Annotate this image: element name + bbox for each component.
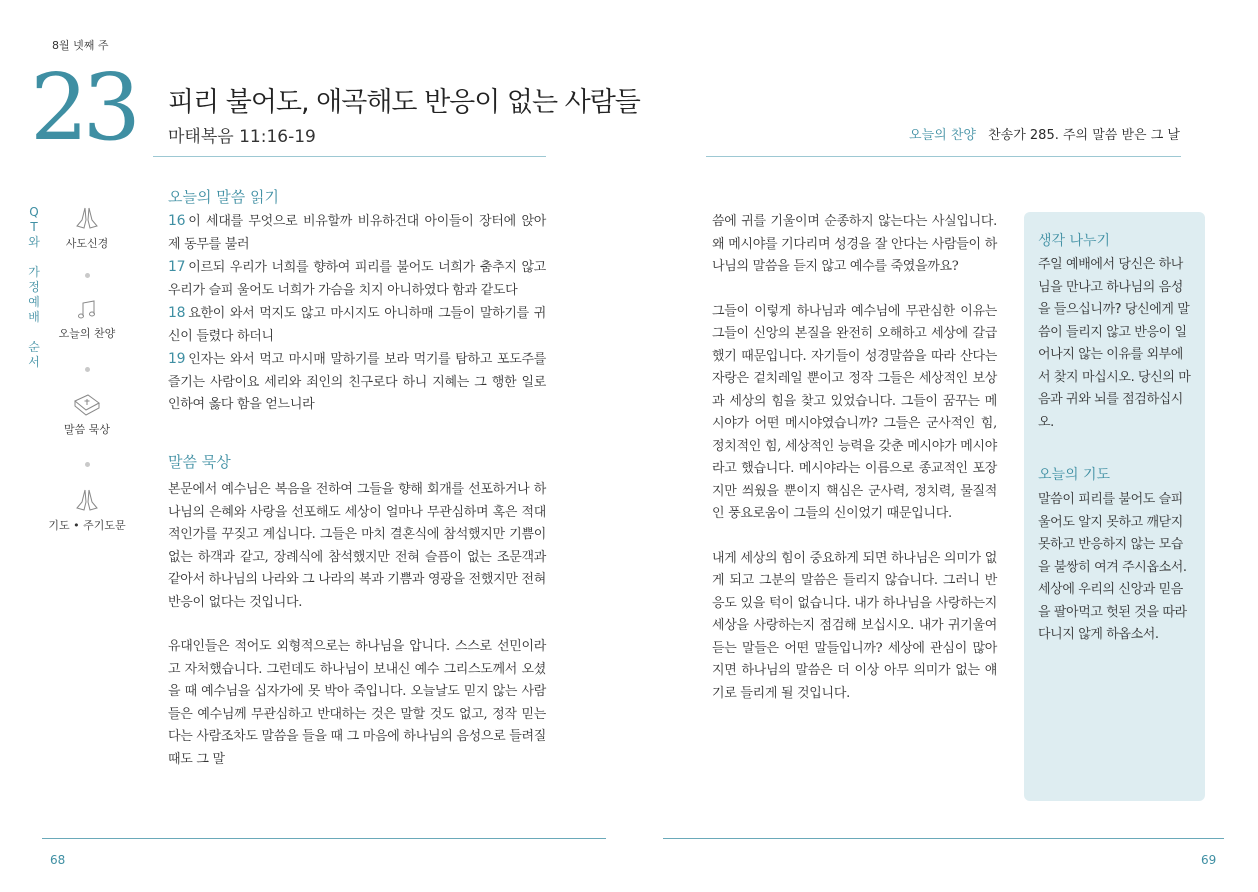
verse-number: 17 [168,259,186,275]
meditation-left-text [168,479,546,771]
share-heading: 생각 나누기 [1038,233,1111,249]
verse-text: 요한이 와서 먹지도 않고 마시지도 아니하매 그들이 말하기를 귀신이 들렸다 하더니 [168,306,546,344]
sidebar-item-creed [32,206,142,251]
sidebar-item-prayer [32,488,142,533]
praise-info [909,124,1180,143]
vertical-char: 서 [28,355,40,369]
paragraph: 본문에서 예수님은 복음을 전하여 그들을 향해 회개를 선포하거나 하나님의 은혜와 사랑을 선포해도 세상이 얼마나 무관심하며 혹은 적대적인가를 꾸짖고 계십니다. 그들은 마치 결혼식에 참석했지만 기쁨이 없는 하객과 같고, 장례식에 참석했지만 전혀 슬픔이 없는 조문객과 같아서 하나님의 나라와 그 나라의 복과 기쁨과 영광을 전했지만 전혀 반응이 없다는 것입니다. [168,482,546,610]
paragraph: 유대인들은 적어도 외형적으로는 하나님을 압니다. 스스로 선민이라고 자처했습니다. 그런데도 하나님이 보내신 예수 그리스도께서 오셨을 때 예수님을 십자가에 못 박아 죽입니다. 오늘날도 믿지 않는 사람들은 예수님께 무관심하고 반대하는 것은 말할 것도 없고, 정작 믿는다는 사람조차도 말씀을 들을 때 그 마음에 하나님의 음성으로 들려질 때도 그 말 [168,639,546,767]
sidebar-item-praise [32,298,142,341]
vertical-char: 정 [28,280,40,294]
music-note-icon [75,298,99,322]
verse-number: 16 [168,213,186,229]
verse-number: 19 [168,351,186,367]
praying-hands-icon [73,488,101,514]
header-divider-left [153,156,546,157]
paragraph: 그들이 이렇게 하나님과 예수님에 무관심한 이유는 그들이 신앙의 본질을 완전히 오해하고 세상에 갈급했기 때문입니다. 자기들이 성경말씀을 따라 산다는 자랑은 겉치레일 뿐이고 정작 그들은 세상적인 보상과 세상의 힘을 찾고 있었습니다. 그들이 꿈꾸는 메시야가 어떤 메시야였습니까? 그들은 군사적인 힘, 정치적인 힘, 세상적인 능력을 갖춘 메시야가 메시야라고 했습니다. 메시야라는 이름으로 종교적인 포장지만 씌웠을 뿐이지 핵심은 군사력, 정치력, 물질적인 풍요로움이 그들의 신이었기 때문입니다. [712,303,997,521]
vertical-char: 배 [28,310,40,324]
vertical-char: Q [29,205,39,219]
reflection-box [1024,212,1205,801]
page-number-right: 69 [1201,853,1217,867]
sidebar-item-label: 기도 • 주기도문 [48,519,126,532]
sidebar-dot [85,367,90,372]
praise-song: 찬송가 285. 주의 말씀 받은 그 날 [988,128,1180,143]
prayer-text: 말씀이 피리를 불어도 슬피 울어도 알지 못하고 깨닫지 못하고 반응하지 않는 모습을 불쌍히 여겨 주시옵소서. 세상에 우리의 신앙과 믿음을 팔아먹고 헛된 것을 따라 다니지 않게 하옵소서. [1038,492,1187,642]
meditation-heading: 말씀 묵상 [168,453,231,471]
week-label: 8월 넷째 주 [52,39,109,52]
vertical-char: 예 [28,295,40,309]
verse [168,210,546,256]
paragraph: 씀에 귀를 기울이며 순종하지 않는다는 사실입니다. 왜 메시야를 기다리며 성경을 잘 안다는 사람들이 하나님의 말씀을 듣지 않고 예수를 죽였을까요? [712,214,997,274]
praise-label: 오늘의 찬양 [909,128,976,143]
verse [168,302,546,348]
footer-divider-left [42,838,606,839]
scripture-reference: 마태복음 11:16-19 [168,127,316,147]
sidebar-dot [85,273,90,278]
verse-text: 이 세대를 무엇으로 비유할까 비유하건대 아이들이 장터에 앉아 제 동무를 불러 [168,214,546,252]
vertical-char: 와 [28,235,40,249]
vertical-char: 순 [28,340,40,354]
meditation-right-text [712,211,997,705]
verse-text: 인자는 와서 먹고 마시매 말하기를 보라 먹기를 탐하고 포도주를 즐기는 사람이요 세리와 죄인의 친구로다 하니 지혜는 그 행한 일로 인하여 옳다 함을 얻느니라 [168,352,546,412]
day-number: 23 [30,54,136,161]
verse-text: 이르되 우리가 너희를 향하여 피리를 불어도 너희가 춤추지 않고 우리가 슬피 울어도 너희가 가슴을 치지 아니하였다 함과 같도다 [168,260,546,298]
sidebar-item-label: 말씀 묵상 [63,423,110,436]
sidebar-item-meditation [32,392,142,437]
prayer-heading: 오늘의 기도 [1038,467,1111,483]
sidebar-item-label: 사도신경 [65,237,109,250]
sidebar-dot [85,462,90,467]
reading-heading: 오늘의 말씀 읽기 [168,188,279,206]
paragraph: 내게 세상의 힘이 중요하게 되면 하나님은 의미가 없게 되고 그분의 말씀은 들리지 않습니다. 그러니 반응도 있을 턱이 없습니다. 내가 하나님을 사랑하는지 세상을 사랑하는지 점검해 보십시오. 내가 귀기울여 듣는 말들은 어떤 말들입니까? 세상에 관심이 많아지면 하나님의 말씀은 더 이상 아무 의미가 없는 얘기로 들리게 될 것입니다. [712,550,997,701]
praying-hands-icon [73,206,101,232]
header-divider-right [706,156,1181,157]
share-text: 주일 예배에서 당신은 하나님을 만나고 하나님의 음성을 들으십니까? 당신에게 말씀이 들리지 않고 반응이 일어나지 않는 이유를 외부에서 찾지 마십시오. 당신의 마음과 귀와 뇌를 점검하십시오. [1038,257,1191,430]
page-title: 피리 불어도, 애곡해도 반응이 없는 사람들 [168,87,640,118]
verse-number: 18 [168,305,186,321]
reading-verses [168,210,546,417]
verse [168,348,546,417]
vertical-char: T [30,220,38,234]
page-number-left: 68 [50,853,66,867]
verse [168,256,546,302]
footer-divider-right [663,838,1224,839]
vertical-char: 가 [28,265,40,279]
bible-icon [72,392,102,418]
sidebar-item-label: 오늘의 찬양 [58,327,116,340]
